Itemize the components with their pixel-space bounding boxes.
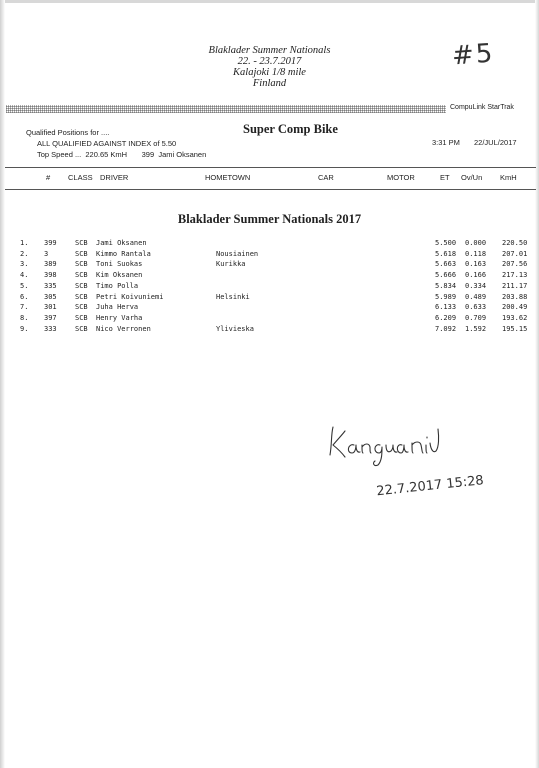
signature-date: 22.7.2017 15:28	[375, 473, 485, 500]
cell-ovun: 0.334	[465, 281, 487, 290]
cell-kmh: 195.15	[502, 324, 528, 333]
col-ovun: Ov/Un	[461, 173, 483, 182]
cell-et: 7.092	[435, 324, 457, 333]
cell-cls: SCB	[75, 292, 88, 301]
table-row	[0, 271, 539, 281]
header-rule-top	[5, 167, 536, 168]
cell-no: 397	[44, 313, 57, 322]
cell-driver: Henry Varha	[96, 313, 143, 322]
event-country: Finland	[252, 78, 287, 89]
cell-kmh: 211.17	[502, 281, 528, 290]
table-row	[0, 282, 539, 292]
col-pos: #	[46, 173, 51, 182]
cell-driver: Kim Oksanen	[96, 271, 143, 280]
page-right-edge	[535, 0, 539, 768]
col-class: CLASS	[68, 173, 93, 182]
table-row	[0, 314, 539, 324]
cell-kmh: 217.13	[502, 271, 528, 280]
cell-kmh: 203.88	[502, 292, 528, 301]
col-driver: DRIVER	[100, 173, 129, 182]
cell-et: 5.618	[435, 249, 457, 258]
cell-kmh: 193.62	[502, 313, 528, 322]
table-row	[0, 250, 539, 260]
cell-no: 389	[44, 260, 57, 269]
page-left-edge	[0, 0, 5, 768]
print-date: 22/JUL/2017	[474, 138, 517, 147]
cell-kmh: 220.50	[502, 239, 528, 247]
cell-cls: SCB	[75, 271, 88, 280]
cell-driver: Toni Suokas	[96, 260, 143, 269]
cell-driver: Kimmo Rantala	[96, 249, 151, 258]
cell-hometown: Kurikka	[216, 260, 246, 269]
cell-kmh: 207.01	[502, 249, 528, 258]
col-et: ET	[440, 173, 450, 182]
table-row	[0, 239, 539, 249]
cell-ovun: 1.592	[465, 324, 487, 333]
cell-no: 399	[44, 239, 57, 247]
cell-cls: SCB	[75, 249, 88, 258]
class-title: Super Comp Bike	[243, 122, 338, 136]
cell-pos: 2.	[20, 249, 29, 258]
cell-ovun: 0.709	[465, 313, 487, 322]
cell-ovun: 0.489	[465, 292, 487, 301]
qualified-positions-label: Qualified Positions for ....	[26, 128, 110, 137]
table-row	[0, 260, 539, 270]
table-row	[0, 303, 539, 313]
cell-pos: 7.	[20, 303, 29, 312]
cell-driver: Petri Koivuniemi	[96, 292, 164, 301]
cell-hometown: Helsinki	[216, 292, 250, 301]
cell-no: 333	[44, 324, 57, 333]
col-car: CAR	[318, 173, 334, 182]
cell-cls: SCB	[75, 260, 88, 269]
cell-no: 3	[44, 249, 49, 258]
cell-pos: 3.	[20, 260, 29, 269]
col-kmh: KmH	[500, 173, 517, 182]
cell-et: 5.989	[435, 292, 457, 301]
cell-no: 335	[44, 281, 57, 290]
cell-ovun: 0.166	[465, 271, 487, 280]
page-top-edge	[0, 0, 539, 3]
event-name: Blaklader Summer Nationals	[208, 45, 331, 56]
event-venue: Kalajoki 1/8 mile	[233, 67, 306, 78]
cell-ovun: 0.000	[465, 239, 487, 247]
cell-cls: SCB	[75, 303, 88, 312]
cell-cls: SCB	[75, 239, 88, 247]
cell-pos: 6.	[20, 292, 29, 301]
dotted-separator	[6, 105, 446, 113]
qualified-index-line: ALL QUALIFIED AGAINST INDEX of 5.50	[37, 139, 177, 148]
cell-et: 5.663	[435, 260, 457, 269]
cell-cls: SCB	[75, 281, 88, 290]
cell-cls: SCB	[75, 313, 88, 322]
cell-cls: SCB	[75, 324, 88, 333]
table-row	[0, 325, 539, 335]
cell-et: 5.666	[435, 271, 457, 280]
handwritten-page-number: #5	[451, 38, 496, 72]
cell-hometown: Ylivieska	[216, 324, 254, 333]
cell-pos: 1.	[20, 239, 29, 247]
cell-et: 6.133	[435, 303, 457, 312]
cell-kmh: 207.56	[502, 260, 528, 269]
handwritten-signature	[318, 415, 488, 505]
col-hometown: HOMETOWN	[205, 173, 251, 182]
table-row	[0, 293, 539, 303]
cell-pos: 9.	[20, 324, 29, 333]
cell-no: 398	[44, 271, 57, 280]
cell-kmh: 200.49	[502, 303, 528, 312]
cell-no: 301	[44, 303, 57, 312]
cell-no: 305	[44, 292, 57, 301]
cell-et: 5.834	[435, 281, 457, 290]
header-rule-bottom	[5, 189, 536, 190]
cell-ovun: 0.118	[465, 249, 487, 258]
cell-et: 6.209	[435, 313, 457, 322]
cell-ovun: 0.163	[465, 260, 487, 269]
print-time: 3:31 PM	[432, 138, 460, 147]
cell-pos: 4.	[20, 271, 29, 280]
col-motor: MOTOR	[387, 173, 415, 182]
cell-driver: Juha Herva	[96, 303, 139, 312]
cell-driver: Nico Verronen	[96, 324, 151, 333]
cell-driver: Timo Polla	[96, 281, 139, 290]
cell-hometown: Nousiainen	[216, 249, 259, 258]
system-label: CompuLink StarTrak	[450, 104, 514, 111]
cell-driver: Jami Oksanen	[96, 239, 147, 247]
cell-pos: 5.	[20, 281, 29, 290]
event-dates: 22. - 23.7.2017	[237, 56, 302, 67]
cell-et: 5.500	[435, 239, 457, 247]
top-speed-line: Top Speed ... 220.65 KmH 399 Jami Oksanen	[37, 150, 207, 159]
results-title: Blaklader Summer Nationals 2017	[177, 212, 362, 226]
cell-pos: 8.	[20, 313, 29, 322]
cell-ovun: 0.633	[465, 303, 487, 312]
